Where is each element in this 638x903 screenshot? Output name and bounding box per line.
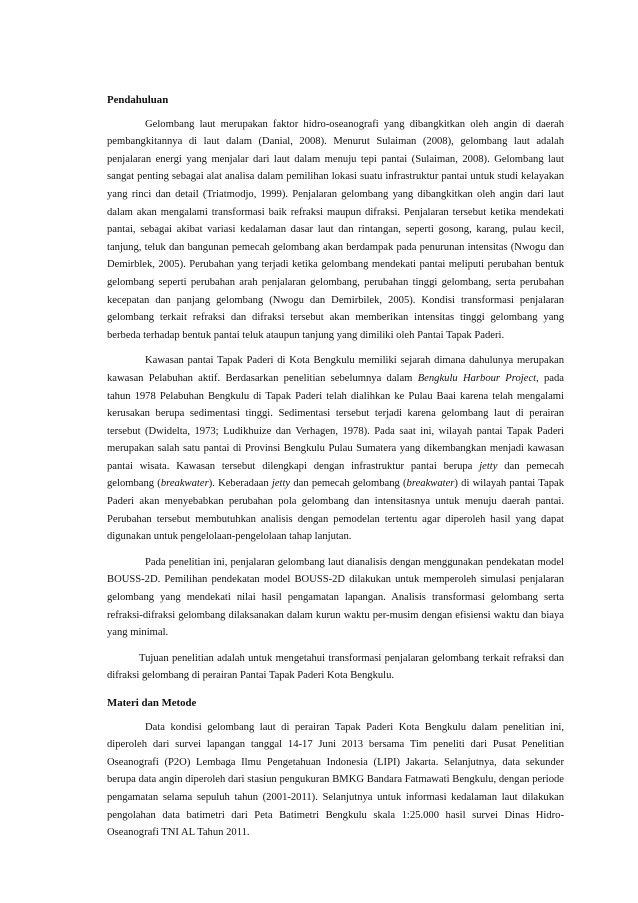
- text-run: , pada tahun 1978 Pelabuhan Bengkulu di Tapak Paderi telah dialihkan ke Pulau Baai karena telah mengalami kerusakan berupa sedimentasi tinggi. Sedimentasi tersebut terjadi karena gelombang laut di perairan tersebut (Dwidelta, 1973; Ludikhuize dan Verhagen, 1978). Pada saat ini, wilayah pantai Tapak Paderi merupakan salah satu pantai di Provinsi Bengkulu Pulau Sumatera yang dikembangkan menjadi kawasan pantai wisata. Kawasan tersebut dilengkapi dengan infrastruktur pantai berupa: [107, 372, 564, 472]
- section-heading-methods: Materi dan Metode: [107, 697, 197, 709]
- italic-term: breakwater: [160, 478, 209, 490]
- paragraph-intro-3: Pada penelitian ini, penjalaran gelombang laut dianalisis dengan menggunakan pendekatan model BOUSS-2D. Pemilihan pendekatan model BOUSS-2D dilakukan untuk memperoleh simulasi penjalaran gelombang yang mendekati nilai hasil pengamatan lapangan. Analisis transformasi gelombang serta refraksi-difraksi gelombang dilaksanakan dalam kurun waktu per-musim dengan efisiensi waktu dan biaya yang minimal.: [107, 556, 564, 639]
- paragraph-intro-4: Tujuan penelitian adalah untuk mengetahui transformasi penjalaran gelombang terkait refraksi dan difraksi gelombang di perairan Pantai Tapak Paderi Kota Bengkulu.: [107, 652, 564, 682]
- paragraph-methods-1: Data kondisi gelombang laut di perairan Tapak Paderi Kota Bengkulu dalam penelitian ini, diperoleh dari survei lapangan tanggal 14-17 Juni 2013 bersama Tim peneliti dari Pusat Penelitian Oseanografi (P2O) Lembaga Ilmu Pengetahuan Indonesia (LIPI) Jakarta. Selanjutnya, data sekunder berupa data angin diperoleh dari stasiun pengukuran BMKG Bandara Fatmawati Bengkulu, dengan periode pengamatan selama sepuluh tahun (2001-2011). Selanjutnya untuk informasi kedalaman laut dilakukan pengolahan data batimetri dari Peta Batimetri Bengkulu skala 1:25.000 hasil survei Dinas Hidro-Oseanografi TNI AL Tahun 2011.: [107, 721, 564, 839]
- italic-term: Bengkulu Harbour Project: [417, 372, 537, 384]
- section-heading-intro: Pendahuluan: [107, 94, 169, 106]
- italic-term: breakwater: [406, 478, 455, 490]
- italic-term: jetty: [271, 478, 291, 490]
- paragraph-intro-2: [107, 352, 564, 546]
- text-run: ). Keberadaan: [208, 478, 272, 490]
- italic-term: jetty: [479, 460, 498, 472]
- text-run: ) di wilayah pantai Tapak Paderi akan menyebabkan perubahan pola gelombang dan intensitasnya untuk menuju daerah pantai. Perubahan tersebut membutuhkan analisis dengan pemodelan tertentu agar diperoleh hasil yang dapat digunakan untuk pengelolaan-pengelolaan tahap lanjutan.: [107, 478, 565, 543]
- paragraph-intro-1: Gelombang laut merupakan faktor hidro-oseanografi yang dibangkitkan oleh angin di daerah pembangkitannya di laut dalam (Danial, 2008). Menurut Sulaiman (2008), gelombang laut adalah penjalaran energi yang menjalar dari laut dalam menuju tepi pantai (Sulaiman, 2008). Gelombang laut sangat penting sebagai alat analisa dalam pemilihan lokasi suatu infrastruktur pantai untuk studi kelayakan yang rinci dan detail (Triatmodjo, 1999). Penjalaran gelombang yang dibangkitkan oleh angin dari laut dalam akan mengalami transformasi baik refraksi maupun difraksi. Penjalaran tersebut ketika mendekati pantai, sebagai akibat variasi kedalaman dasar laut dan rintangan, seperti gosong, karang, pulau kecil, tanjung, teluk dan bangunan pemecah gelombang akan berdampak pada penurunan intensitas (Nwogu dan Demirblek, 2005). Perubahan yang terjadi ketika gelombang mendekati pantai meliputi perubahan bentuk gelombang seperti perubahan arah penjalaran gelombang, perubahan tinggi gelombang, serta perubahan kecepatan dan panjang gelombang (Nwogu dan Demirbilek, 2005). Kondisi transformasi penjalaran gelombang terkait refraksi dan difraksi tersebut akan memberikan intensitas tinggi gelombang yang berbeda terhadap bentuk pantai teluk ataupun tanjung yang dimiliki oleh Pantai Tapak Paderi.: [107, 118, 564, 341]
- text-run: dan pemecah gelombang (: [290, 478, 407, 490]
- text-run: dan pemecah gelombang (: [107, 460, 564, 490]
- document-page: [107, 92, 564, 850]
- text-run: Kawasan pantai Tapak Paderi di Kota Bengkulu memiliki sejarah dimana dahulunya merupakan kawasan Pelabuhan aktif. Berdasarkan penelitian sebelumnya dalam: [107, 355, 564, 384]
